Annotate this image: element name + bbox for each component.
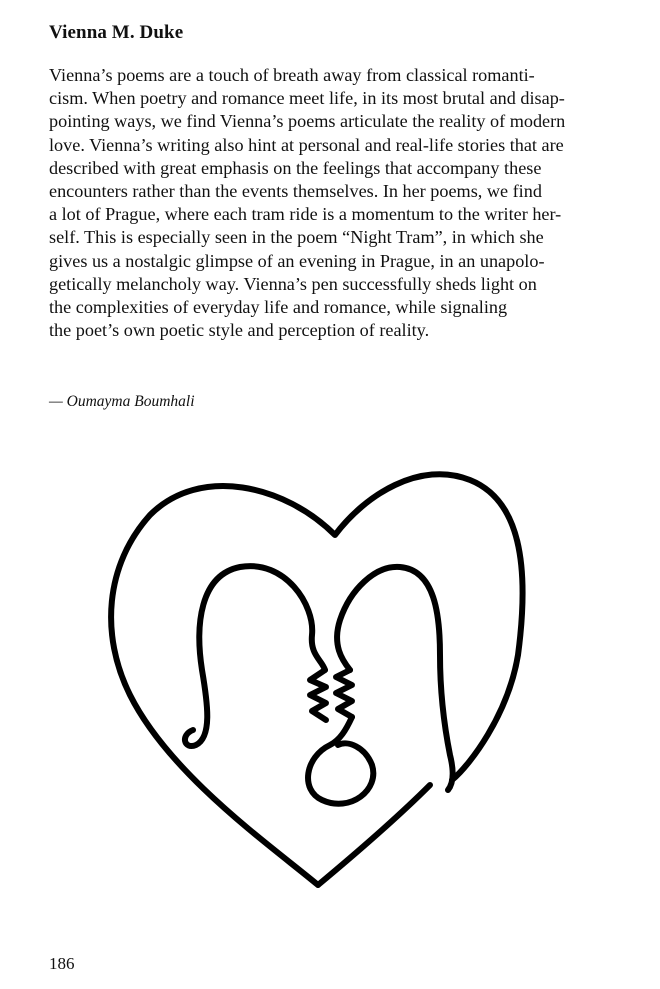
- paragraph-line: love. Vienna’s writing also hint at personal and real-life stories that are: [49, 134, 564, 155]
- page-number: 186: [49, 954, 75, 973]
- paragraph-line: getically melancholy way. Vienna’s pen successfully sheds light on: [49, 273, 537, 294]
- right-face-neck-loop: [308, 717, 373, 804]
- paragraph-line: self. This is especially seen in the poem “Night Tram”, in which she: [49, 227, 544, 248]
- paragraph-line: described with great emphasis on the feelings that accompany these: [49, 157, 542, 178]
- heart-outline-right: [318, 785, 430, 885]
- right-face-profile: [337, 567, 453, 790]
- paragraph-line: a lot of Prague, where each tram ride is a momentum to the writer her-: [49, 204, 562, 225]
- paragraph-line: the complexities of everyday life and romance, while signaling: [49, 297, 508, 318]
- heart-faces-illustration: [100, 455, 540, 925]
- paragraph-line: pointing ways, we find Vienna’s poems articulate the reality of modern: [49, 111, 566, 132]
- left-face-lips: [310, 670, 326, 720]
- paragraph-line: gives us a nostalgic glimpse of an evening in Prague, in an unapolo-: [49, 250, 545, 271]
- paragraph-line: Vienna’s poems are a touch of breath away from classical romanti-: [49, 65, 535, 85]
- paragraph-line: encounters rather than the events themselves. In her poems, we find: [49, 181, 542, 202]
- heart-outline-left: [111, 474, 523, 885]
- reviewer-attribution: — Oumayma Boumhali: [49, 393, 195, 410]
- paragraph-line: cism. When poetry and romance meet life, in its most brutal and disap-: [49, 88, 565, 109]
- paragraph-line: the poet’s own poetic style and perception of reality.: [49, 320, 430, 341]
- author-heading: Vienna M. Duke: [49, 22, 184, 43]
- right-face-lips: [336, 670, 352, 717]
- left-face-profile: [185, 566, 325, 746]
- review-paragraph: [49, 64, 609, 342]
